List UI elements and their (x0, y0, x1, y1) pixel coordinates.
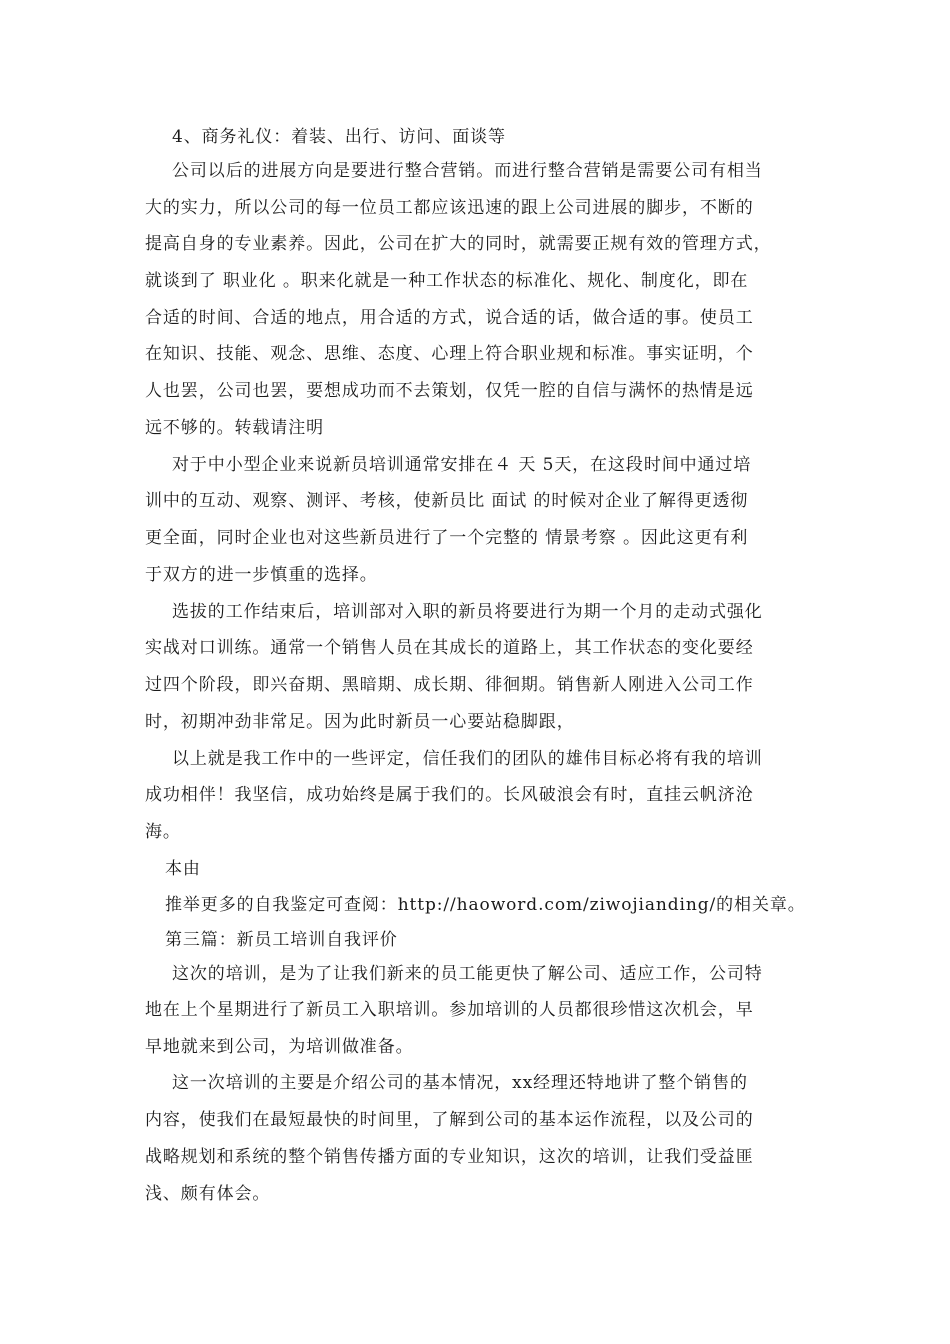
text-line: 这次的培训，是为了让我们新来的员工能更快了解公司、适应工作，公司特 (172, 964, 763, 984)
text-line: 合适的时间、合适的地点，用合适的方式，说合适的话，做合适的事。使员工 (145, 308, 754, 328)
text-line: 时，初期冲劲非常足。因为此时新员一心要站稳脚跟， (145, 712, 575, 732)
text-line: 更全面，同时企业也对这些新员进行了一个完整的 情景考察 。因此这更有利 (145, 528, 749, 548)
text-line: 公司以后的进展方向是要进行整合营销。而进行整合营销是需要公司有相当 (172, 161, 763, 181)
text-line: 在知识、技能、观念、思维、态度、心理上符合职业规和标准。事实证明，个 (145, 344, 754, 364)
text-line: 这一次培训的主要是介绍公司的基本情况，xx经理还特地讲了整个销售的 (172, 1073, 748, 1093)
text-line: 大的实力，所以公司的每一位员工都应该迅速的跟上公司进展的脚步，不断的 (145, 198, 754, 218)
text-line: 地在上个星期进行了新员工入职培训。参加培训的人员都很珍惜这次机会，早 (145, 1000, 754, 1020)
text-line: 就谈到了 职业化 。职来化就是一种工作状态的标准化、规化、制度化，即在 (145, 271, 749, 291)
text-line: 对于中小型企业来说新员培训通常安排在４ 天 5天，在这段时间中通过培 (172, 455, 752, 475)
text-line: 推举更多的自我鉴定可查阅：http://haoword.com/ziwojianding/的相关章。 (165, 895, 806, 915)
text-line: 本由 (165, 859, 201, 879)
text-line: 人也罢，公司也罢，要想成功而不去策划，仅凭一腔的自信与满怀的热情是远 (145, 381, 754, 401)
text-line: 选拔的工作结束后，培训部对入职的新员将要进行为期一个月的走动式强化 (172, 602, 763, 622)
text-line: 以上就是我工作中的一些评定，信任我们的团队的雄伟目标必将有我的培训 (172, 749, 763, 769)
text-line: 过四个阶段，即兴奋期、黑暗期、成长期、徘徊期。销售新人刚进入公司工作 (145, 675, 754, 695)
text-line: 于双方的进一步慎重的选择。 (145, 565, 378, 585)
text-line: 4、商务礼仪：着装、出行、访问、面谈等 (172, 127, 506, 147)
text-line: 早地就来到公司，为培训做准备。 (145, 1037, 414, 1057)
text-line: 战略规划和系统的整个销售传播方面的专业知识，这次的培训，让我们受益匪 (145, 1147, 754, 1167)
text-line: 成功相伴！我坚信，成功始终是属于我们的。长风破浪会有时，直挂云帆济沧 (145, 785, 754, 805)
section-heading: 第三篇：新员工培训自我评价 (165, 930, 398, 950)
text-line: 内容，使我们在最短最快的时间里，了解到公司的基本运作流程，以及公司的 (145, 1110, 754, 1130)
text-line: 实战对口训练。通常一个销售人员在其成长的道路上，其工作状态的变化要经 (145, 638, 754, 658)
text-line: 浅、颇有体会。 (145, 1184, 271, 1204)
text-line: 远不够的。转载请注明 (145, 418, 324, 438)
text-line: 海。 (145, 822, 181, 842)
text-line: 训中的互动、观察、测评、考核，使新员比 面试 的时候对企业了解得更透彻 (145, 491, 749, 511)
text-line: 提高自身的专业素养。因此，公司在扩大的同时，就需要正规有效的管理方式， (145, 234, 772, 254)
